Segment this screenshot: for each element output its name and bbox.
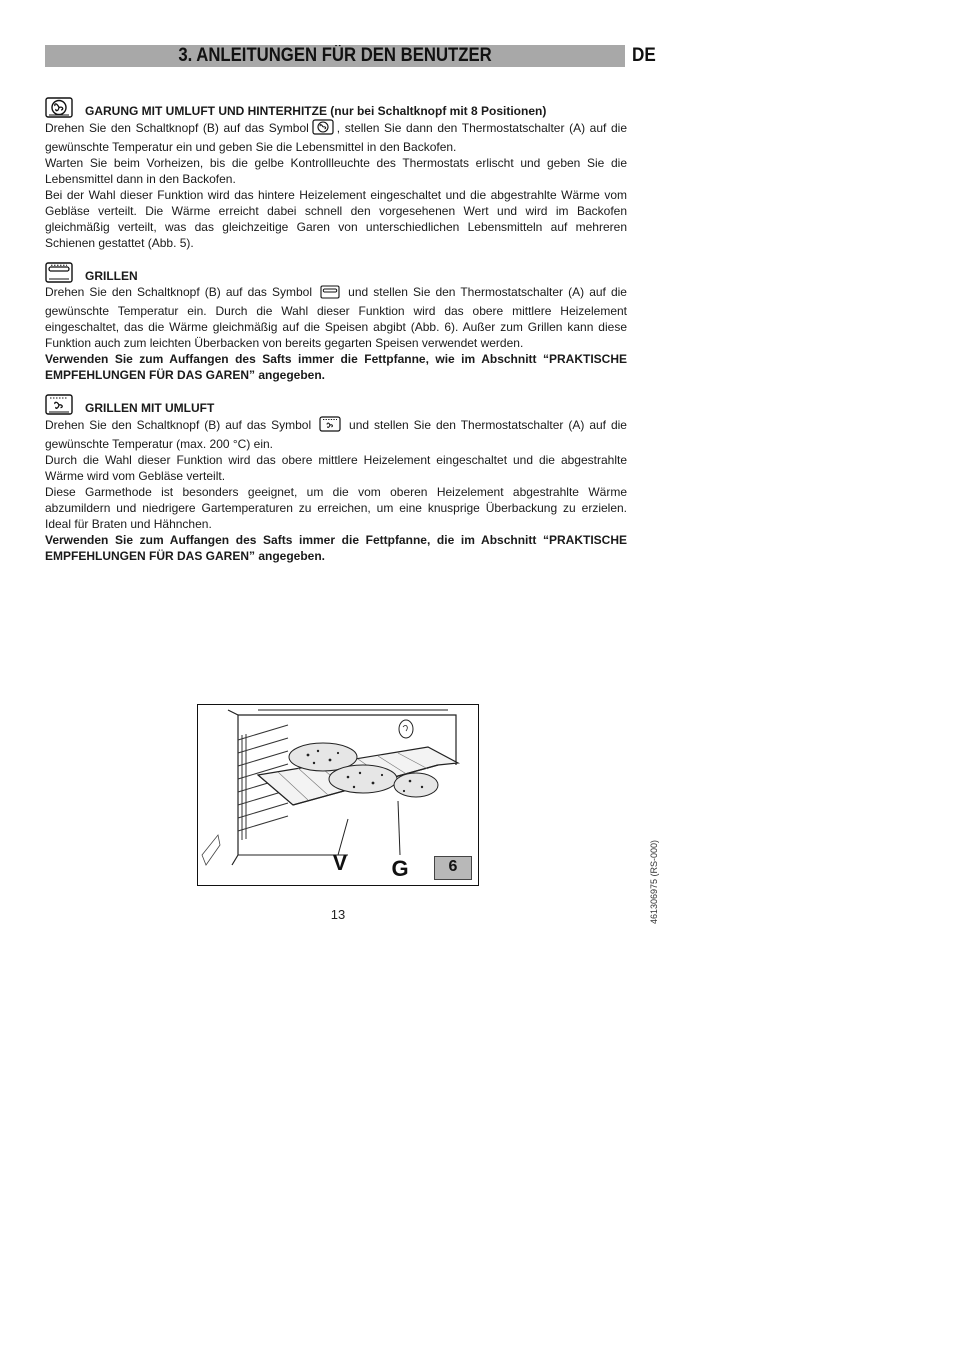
warning-paragraph: Verwenden Sie zum Auffangen des Safts immer die Fettpfanne, wie im Abschnitt “PRAKTISCHE EMPFEHLUNGEN FÜR DAS GAREN” angegeben. (45, 352, 627, 382)
paragraph: Drehen Sie den Schaltknopf (B) auf das Symbol und stellen Sie den Thermostatschalter (A) auf die gewünschte Temperatur (max. 200 °C) ein. (45, 418, 627, 451)
page-title: 3. ANLEITUNGEN FÜR DEN BENUTZER (178, 45, 492, 66)
language-code: DE (632, 45, 656, 66)
section-header-bar (45, 45, 625, 67)
fan-oven-inline-icon (312, 119, 334, 139)
section-title: GRILLEN MIT UMLUFT (85, 401, 215, 415)
paragraph: Bei der Wahl dieser Funktion wird das hintere Heizelement eingeschaltet und die abgestrahlte Wärme vom Gebläse verteilt. Die Wärme erreicht dabei schnell den vorgesehenen Wert und wird im Backofen gleichmäßig verteilt, was das gleichzeitige Garen von unterschiedlichen Lebensmitteln auf mehreren Schienen gestattet (Abb. 5). (45, 188, 627, 250)
page-number: 13 (330, 907, 346, 922)
paragraph: Drehen Sie den Schaltknopf (B) auf das Symbol und stellen Sie den Thermostatschalter (A) auf die gewünschte Temperatur ein. Durch die Wahl dieser Funktion wird das obere mittlere Heizelement eingeschaltet, das die Wärme gleichmäßig auf die Speisen abgibt (Abb. 6). Außer zum Grillen kann diese Funktion auch zum leichten Überbacken von bereits gegarten Speisen verwendet werden. (45, 285, 627, 350)
grill-inline-icon (320, 285, 340, 303)
figure-label-g: G (391, 856, 409, 881)
document-code: 461306975 (RS-000) (649, 839, 659, 924)
grill-fan-inline-icon (319, 416, 341, 436)
instructions-content (45, 96, 627, 574)
section-title: GARUNG MIT UMLUFT UND HINTERHITZE (nur bei Schaltknopf mit 8 Positionen) (85, 104, 547, 118)
paragraph: Durch die Wahl dieser Funktion wird das obere mittlere Heizelement eingeschaltet und die abgestrahlte Wärme wird vom Gebläse verteilt. (45, 453, 627, 483)
grill-fan-icon (45, 394, 73, 415)
figure-label-v: V (332, 850, 348, 875)
grill-icon (45, 262, 73, 283)
section-grill (45, 261, 627, 383)
warning-paragraph: Verwenden Sie zum Auffangen des Safts immer die Fettpfanne, die im Abschnitt “PRAKTISCHE EMPFEHLUNGEN FÜR DAS GAREN” angegeben. (45, 533, 627, 563)
section-fan-bottom-heat (45, 96, 627, 251)
paragraph: Drehen Sie den Schaltknopf (B) auf das Symbol , stellen Sie dann den Thermostatschalter (A) auf die gewünschte Temperatur ein und geben Sie die Lebensmittel in den Backofen. (45, 121, 627, 154)
figure-number: 6 (434, 856, 472, 880)
paragraph: Warten Sie beim Vorheizen, bis die gelbe Kontrollleuchte des Thermostats erlischt und geben Sie die Lebensmittel dann in den Backofen. (45, 156, 627, 186)
section-grill-fan (45, 393, 627, 564)
fan-oven-icon (45, 97, 73, 118)
section-title: GRILLEN (85, 269, 138, 283)
paragraph: Diese Garmethode ist besonders geeignet, um die vom oberen Heizelement abgestrahlte Wärme abzumildern und niedrigere Gartemperaturen zu erreichen, um eine knusprige Überbackung zu erzielen. Ideal für Braten und Hähnchen. (45, 485, 627, 531)
